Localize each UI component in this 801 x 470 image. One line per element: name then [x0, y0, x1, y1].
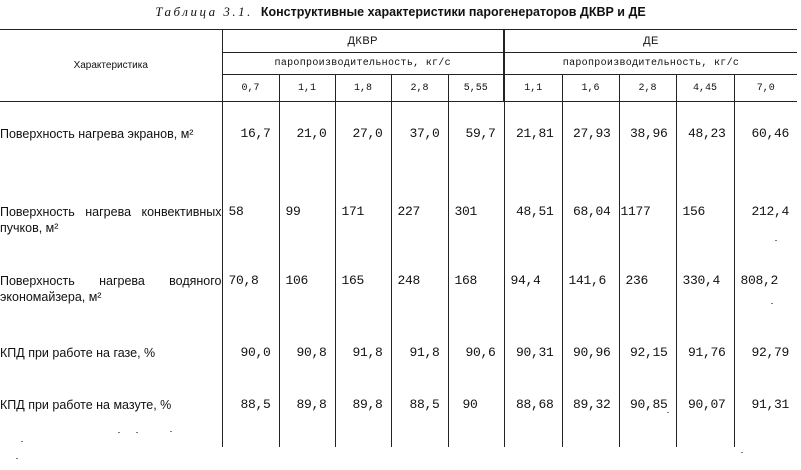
group-header-de: ДЕ — [504, 30, 797, 53]
table-row — [0, 383, 797, 447]
table-cell: 90,6 — [448, 331, 504, 383]
table-cell: 301 — [448, 192, 504, 262]
table-cell: 48,51 — [504, 192, 562, 262]
table-cell: 21,0 — [279, 102, 335, 193]
table-cell: 141,6 — [562, 262, 619, 331]
row-label: КПД при работе на мазуте, % — [0, 383, 222, 447]
table-row — [0, 331, 797, 383]
table-cell: 92,79 — [751, 345, 789, 360]
table-cell: 89,8 — [279, 383, 335, 447]
table-caption — [0, 4, 801, 20]
scan-speck — [118, 432, 120, 433]
table-cell: 90 — [448, 383, 504, 447]
table-cell: 88,5 — [222, 383, 279, 447]
table-cell: 106 — [279, 262, 335, 331]
capacity-value-header: 0,7 — [222, 75, 279, 102]
table-cell: 27,93 — [562, 102, 619, 193]
table-cell: 156 — [676, 192, 734, 262]
steam-capacity-header-de: паропроизводительность, кг/с — [504, 53, 797, 75]
table-row — [0, 262, 797, 331]
table-cell: 236 — [619, 262, 676, 331]
table-cell: 89,8 — [335, 383, 391, 447]
table-cell: 27,0 — [335, 102, 391, 193]
table-cell: 16,7 — [222, 102, 279, 193]
scan-speck — [21, 441, 23, 442]
row-label: Поверхность нагрева водяного экономайзера, м² — [0, 262, 222, 331]
table-cell: 808,2 — [740, 273, 779, 288]
table-cell: 212,4 — [751, 204, 789, 219]
table-cell: 21,81 — [504, 102, 562, 193]
row-label: Поверхность нагрева экранов, м² — [0, 102, 222, 193]
table-cell: 88,5 — [391, 383, 448, 447]
table-cell: 59,7 — [448, 102, 504, 193]
table-cell: 88,68 — [504, 383, 562, 447]
scan-speck — [775, 240, 777, 241]
scan-speck — [16, 458, 18, 459]
table-cell: 38,96 — [619, 102, 676, 193]
capacity-value-header: 1,1 — [279, 75, 335, 102]
table-cell: 330,4 — [676, 262, 734, 331]
steam-capacity-header-dkvr: паропроизводительность, кг/с — [222, 53, 504, 75]
table-row — [0, 192, 797, 262]
table-title: Конструктивные характеристики парогенераторов ДКВР и ДЕ — [260, 5, 646, 19]
table-number: Таблица 3.1. — [155, 4, 253, 19]
capacity-value-header: 1,8 — [335, 75, 391, 102]
row-label: Поверхность нагрева конвективных пучков, м² — [0, 192, 222, 262]
table-cell: 91,8 — [335, 331, 391, 383]
table-cell: 168 — [448, 262, 504, 331]
table-cell: 94,4 — [504, 262, 562, 331]
table-cell: 90,0 — [222, 331, 279, 383]
table-cell: 37,0 — [391, 102, 448, 193]
scan-speck — [136, 432, 138, 433]
table-cell: 91,76 — [676, 331, 734, 383]
capacity-value-header: 4,45 — [676, 75, 734, 102]
capacity-value-header: 7,0 — [734, 75, 797, 102]
scan-speck — [771, 303, 773, 304]
table-row — [0, 102, 797, 193]
table-cell: 90,8 — [279, 331, 335, 383]
capacity-value-header: 1,6 — [562, 75, 619, 102]
capacity-value-header: 5,55 — [448, 75, 504, 102]
scan-speck — [170, 431, 172, 432]
table-cell: 248 — [391, 262, 448, 331]
scan-speck — [667, 412, 669, 413]
table-cell: 227 — [391, 192, 448, 262]
table-cell: 91,8 — [391, 331, 448, 383]
table-cell: 89,32 — [562, 383, 619, 447]
table-cell: 90,31 — [504, 331, 562, 383]
table-cell: 58 — [222, 192, 279, 262]
table-cell: 92,15 — [619, 331, 676, 383]
characteristic-header: Характеристика — [0, 30, 222, 102]
capacity-value-header: 2,8 — [391, 75, 448, 102]
table-cell: 99 — [279, 192, 335, 262]
specs-table — [0, 29, 797, 447]
row-label: КПД при работе на газе, % — [0, 331, 222, 383]
table-cell: 91,31 — [751, 397, 789, 412]
table-cell: 68,04 — [562, 192, 619, 262]
table-cell: 90,85 — [619, 383, 676, 447]
table-cell: 90,96 — [562, 331, 619, 383]
capacity-value-header: 1,1 — [504, 75, 562, 102]
table-cell: 48,23 — [676, 102, 734, 193]
table-cell: 171 — [335, 192, 391, 262]
table-cell: 90,07 — [676, 383, 734, 447]
table-cell: 60,46 — [751, 126, 789, 141]
table-cell: 1177 — [619, 192, 676, 262]
group-header-dkvr: ДКВР — [222, 30, 504, 53]
capacity-value-header: 2,8 — [619, 75, 676, 102]
scan-speck — [741, 452, 743, 453]
table-cell: 70,8 — [222, 262, 279, 331]
table-cell: 165 — [335, 262, 391, 331]
